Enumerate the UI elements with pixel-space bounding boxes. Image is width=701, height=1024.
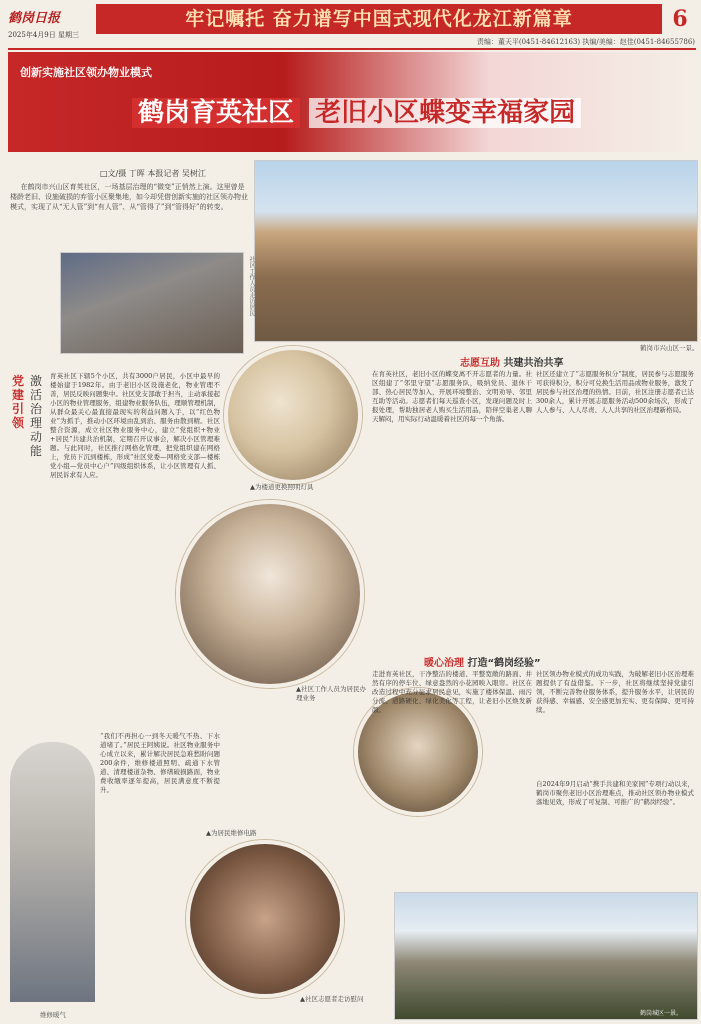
body-column-d: 社区还建立了“志愿服务积分”制度，居民参与志愿服务可获得积分，积分可兑换生活用品或物业服务，激发了居民参与社区治理的热情。目前，社区注册志愿者已达300余人，累计开展志愿服务活动500余场次，形成了人人参与、人人尽责、人人共享的社区治理新格局。 <box>536 370 694 414</box>
section2-title <box>460 354 563 369</box>
circle-photo-2 <box>176 500 364 688</box>
circle-photo-1 <box>224 346 362 484</box>
kicker: 创新实施社区领办物业模式 <box>20 66 152 79</box>
body-column-c: 在育英社区，老旧小区的蝶变离不开志愿者的力量。社区组建了“邻里守望”志愿服务队，吸纳党员、退休干部、热心居民等加入，开展环境整治、文明劝导、邻里互助等活动。志愿者们每天巡查小区，发现问题及时上报处理，帮助独居老人购买生活用品，陪伴空巢老人聊天解闷，用实际行动温暖着社区的每一个角落。 <box>372 370 532 423</box>
ladder-photo <box>10 742 95 1002</box>
section2-title-black: 共建共治共享 <box>503 358 564 369</box>
body-column-b: “我们不再担心一到冬天暖气不热、下水道堵了。”居民王阿姨说。社区物业服务中心成立以来，累计解决居民急难愁盼问题200余件，维修楼道照明、疏通下水管道、清理楼道杂物、修缮破损路面，物业费收缴率逐年提高，居民满意度不断提升。 <box>100 732 220 794</box>
body-column-a: 育英社区下辖5个小区，共有3000户居民，小区中最早的楼始建于1982年。由于老旧小区设施老化，物业管理不善，居民反映问题集中。社区党支部敢于担当，主动承接起小区的物业管理服务，组建物业服务队伍，理顺管理机制，从群众最关心最直接最现实的利益问题入手，以“红色物业”为抓手，推动小区环境由乱到治、服务由散到精。社区整合资源，成立社区物业服务中心，建立“党组织+物业+居民”共建共治机制，定期召开议事会，解决小区管理难题。与此同时，社区推行网格化管理，把党组织建在网格上，党员下沉到楼栋，形成“社区党委—网格党支部—楼栋党小组—党员中心户”四级组织体系，让小区管理有人抓、居民诉求有人应。 <box>50 372 220 479</box>
headline-main: 鹤岗育英社区 <box>132 98 300 128</box>
issue-date: 2025年4月9日 星期三 <box>8 31 79 39</box>
circle-photo-3 <box>186 840 344 998</box>
side-photo-caption: 社区工作人员走访居民 <box>248 256 255 316</box>
ladder-photo-caption: 维修暖气 <box>40 1011 66 1019</box>
editor-credits: 责编：董天平(0451-84612163) 执编/美编：赵佳(0451-84655786) <box>476 38 695 46</box>
bottom-photo-caption: 鹤岗城区一景。 <box>640 1010 683 1017</box>
main-photo <box>254 160 698 342</box>
side-photo <box>60 252 244 354</box>
body-column-g: 自2024年9月启动“携手共建和美家园”专项行动以来，鹤岗市聚焦老旧小区治理难点，推动社区领办物业模式落地见效，形成了可复制、可推广的“鹤岗经验”。 <box>536 780 694 806</box>
masthead-rule <box>8 48 696 50</box>
section3-title-red: 暖心治理 <box>424 658 464 669</box>
lead-paragraph: 在鹤岗市兴山区育英社区，一场基层治理的“微变”正悄然上演。这里曾是楼龄老旧、设施破损的弃管小区聚集地，如今却凭借创新实施的社区领办物业模式，实现了从“无人管”到“有人管”、从“管得了”到“管得好”的转变。 <box>10 183 248 211</box>
body-column-e: 走进育英社区，干净整洁的楼道、平整宽敞的路面、井然有序的停车位、绿意盎然的小花园映入眼帘。社区在改造过程中充分征求居民意见，实施了楼体保温、雨污分流、道路硬化、绿化美化等工程，让老旧小区焕发新颜。 <box>372 670 532 714</box>
bottom-photo <box>394 892 698 1020</box>
circle-photo-4-caption: ▲为居民维修电路 <box>206 829 257 837</box>
section3-title <box>424 654 541 669</box>
headline-sub: 老旧小区蝶变幸福家园 <box>309 98 581 128</box>
section1-subtitle: 激活治理动能 <box>30 374 43 458</box>
circle-photo-1-caption: ▲为楼道更换照明灯具 <box>250 483 314 491</box>
circle-photo-2-caption: ▲社区工作人员为居民办理业务 <box>296 685 366 702</box>
section3-title-black: 打造“鹤岗经验” <box>467 658 541 669</box>
section2-title-red: 志愿互助 <box>460 358 500 369</box>
circle-photo-3-caption: ▲社区志愿者走访慰问 <box>300 995 364 1003</box>
byline: □文/摄 丁晖 本报记者 吴树江 <box>100 169 206 178</box>
headline <box>132 92 581 129</box>
page-banner: 牢记嘱托 奋力谱写中国式现代化龙江新篇章 <box>96 4 662 34</box>
newspaper-logo: 鹤岗日报 <box>8 11 61 26</box>
page-number: 6 <box>672 6 688 32</box>
main-photo-caption: 鹤岗市兴山区一景。 <box>640 344 699 352</box>
section1-title: 党建引领 <box>12 374 25 430</box>
body-column-f: 社区领办物业模式的成功实践，为破解老旧小区治理难题提供了有益借鉴。下一步，社区将继续坚持党建引领，不断完善物业服务体系，提升服务水平，让居民的获得感、幸福感、安全感更加充实、更有保障、更可持续。 <box>536 670 694 714</box>
